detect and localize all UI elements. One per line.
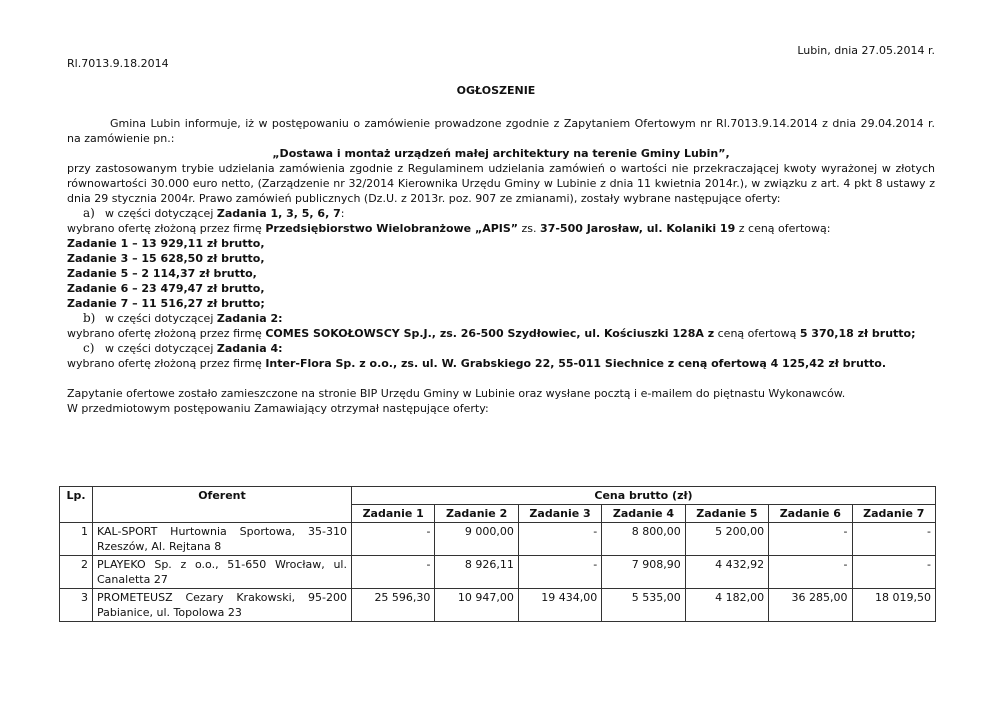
cell-price: 5 535,00	[602, 589, 685, 622]
cell-lp: 3	[60, 589, 93, 622]
spacer	[67, 371, 935, 386]
column-header-task: Zadanie 1	[352, 505, 435, 523]
column-header-task: Zadanie 3	[518, 505, 601, 523]
cell-price: 8 926,11	[435, 556, 518, 589]
column-header-task: Zadanie 7	[852, 505, 935, 523]
cell-price: -	[769, 523, 852, 556]
document-reference: Rl.7013.9.18.2014	[67, 57, 169, 70]
table-row	[60, 523, 936, 556]
contract-subject: „Dostawa i montaż urządzeń małej architektury na terenie Gminy Lubin”,	[272, 147, 730, 160]
column-header-lp: Lp.	[60, 487, 93, 523]
cell-oferent	[93, 556, 352, 589]
offer-name: PROMETEUSZ Cezary Krakowski, 95-200	[97, 591, 347, 604]
cell-price: -	[769, 556, 852, 589]
cell-oferent	[93, 523, 352, 556]
cell-oferent	[93, 589, 352, 622]
price-line: Zadanie 6 – 23 479,47 zł brutto,	[67, 282, 265, 295]
column-header-price-group: Cena brutto (zł)	[352, 487, 936, 505]
section-a-label: a) w części dotyczącej Zadania 1, 3, 5, 6, 7:	[83, 206, 345, 220]
document-title: OGŁOSZENIE	[456, 84, 536, 97]
document-body	[67, 116, 935, 416]
offer-name: KAL-SPORT Hurtownia Sportowa, 35-310	[97, 525, 347, 538]
cell-lp: 2	[60, 556, 93, 589]
offer-address: Rzeszów, Al. Rejtana 8	[97, 540, 222, 553]
column-header-task: Zadanie 5	[685, 505, 768, 523]
cell-price: 4 182,00	[685, 589, 768, 622]
document-date: Lubin, dnia 27.05.2014 r.	[797, 44, 935, 57]
cell-price: 9 000,00	[435, 523, 518, 556]
procedure-paragraph: przy zastosowanym trybie udzielania zamówienia zgodnie z Regulaminem udzielania zamówień o wartości nie przekraczającej kwoty wyrażonej w złotych równowartości 30.000 euro netto, (Zarządzenie nr 32/2014 Kierownika Urzędu Gminy w Lubinie z dnia 11 kwietnia 2014r.), w związku z art. 4 pkt 8 ustawy z dnia 29 stycznia 2004r. Prawo zamówień publicznych (Dz.U. z 2013r. poz. 907 ze zmianami), zostały wybrane następujące oferty:	[67, 162, 935, 205]
section-c-winner: wybrano ofertę złożoną przez firmę Inter-Flora Sp. z o.o., zs. ul. W. Grabskiego 22, 55-011 Siechnice z ceną ofertową 4 125,42 zł brutto.	[67, 357, 887, 370]
publication-note: Zapytanie ofertowe zostało zamieszczone na stronie BIP Urzędu Gminy w Lubinie oraz wysłane pocztą i e-mailem do piętnastu Wykonawców.	[67, 387, 846, 400]
cell-price: 4 432,92	[685, 556, 768, 589]
price-line: Zadanie 7 – 11 516,27 zł brutto;	[67, 297, 265, 310]
offer-address: Pabianice, ul. Topolowa 23	[97, 606, 242, 619]
cell-price: -	[852, 556, 935, 589]
cell-price: -	[352, 556, 435, 589]
section-b-label: b) w części dotyczącej Zadania 2:	[83, 311, 283, 325]
offers-table	[59, 486, 936, 622]
section-b-marker: b)	[83, 311, 96, 325]
section-c-marker: c)	[83, 341, 95, 355]
price-line: Zadanie 5 – 2 114,37 zł brutto,	[67, 267, 257, 280]
column-header-task: Zadanie 2	[435, 505, 518, 523]
column-header-oferent: Oferent	[93, 487, 352, 523]
offer-name: PLAYEKO Sp. z o.o., 51-650 Wrocław, ul.	[97, 558, 347, 571]
cell-price: 18 019,50	[852, 589, 935, 622]
cell-price: 5 200,00	[685, 523, 768, 556]
column-header-task: Zadanie 4	[602, 505, 685, 523]
cell-price: -	[352, 523, 435, 556]
table-row	[60, 589, 936, 622]
cell-price: -	[518, 523, 601, 556]
section-c-label: c) w części dotyczącej Zadania 4:	[83, 341, 283, 355]
intro-paragraph: Gmina Lubin informuje, iż w postępowaniu o zamówienie prowadzone zgodnie z Zapytaniem Ofertowym nr Rl.7013.9.14.2014 z dnia 29.04.2014 r. na zamówienie pn.:	[67, 117, 935, 145]
offers-intro: W przedmiotowym postępowaniu Zamawiający otrzymał następujące oferty:	[67, 402, 489, 415]
table-row	[60, 556, 936, 589]
cell-price: 8 800,00	[602, 523, 685, 556]
column-header-task: Zadanie 6	[769, 505, 852, 523]
cell-price: 36 285,00	[769, 589, 852, 622]
section-a-winner: wybrano ofertę złożoną przez firmę Przedsiębiorstwo Wielobranżowe „APIS” zs. 37-500 Jarosław, ul. Kolaniki 19 z ceną ofertową:	[67, 222, 831, 235]
table-header-row	[60, 487, 936, 505]
cell-lp: 1	[60, 523, 93, 556]
section-b-winner: wybrano ofertę złożoną przez firmę COMES SOKOŁOWSCY Sp.J., zs. 26-500 Szydłowiec, ul. Kościuszki 128A z ceną ofertową 5 370,18 zł brutto;	[67, 327, 916, 340]
cell-price: 19 434,00	[518, 589, 601, 622]
price-line: Zadanie 3 – 15 628,50 zł brutto,	[67, 252, 265, 265]
offer-address: Canaletta 27	[97, 573, 168, 586]
cell-price: -	[518, 556, 601, 589]
price-line: Zadanie 1 – 13 929,11 zł brutto,	[67, 237, 265, 250]
cell-price: -	[852, 523, 935, 556]
cell-price: 25 596,30	[352, 589, 435, 622]
cell-price: 7 908,90	[602, 556, 685, 589]
section-a-marker: a)	[83, 206, 95, 220]
cell-price: 10 947,00	[435, 589, 518, 622]
